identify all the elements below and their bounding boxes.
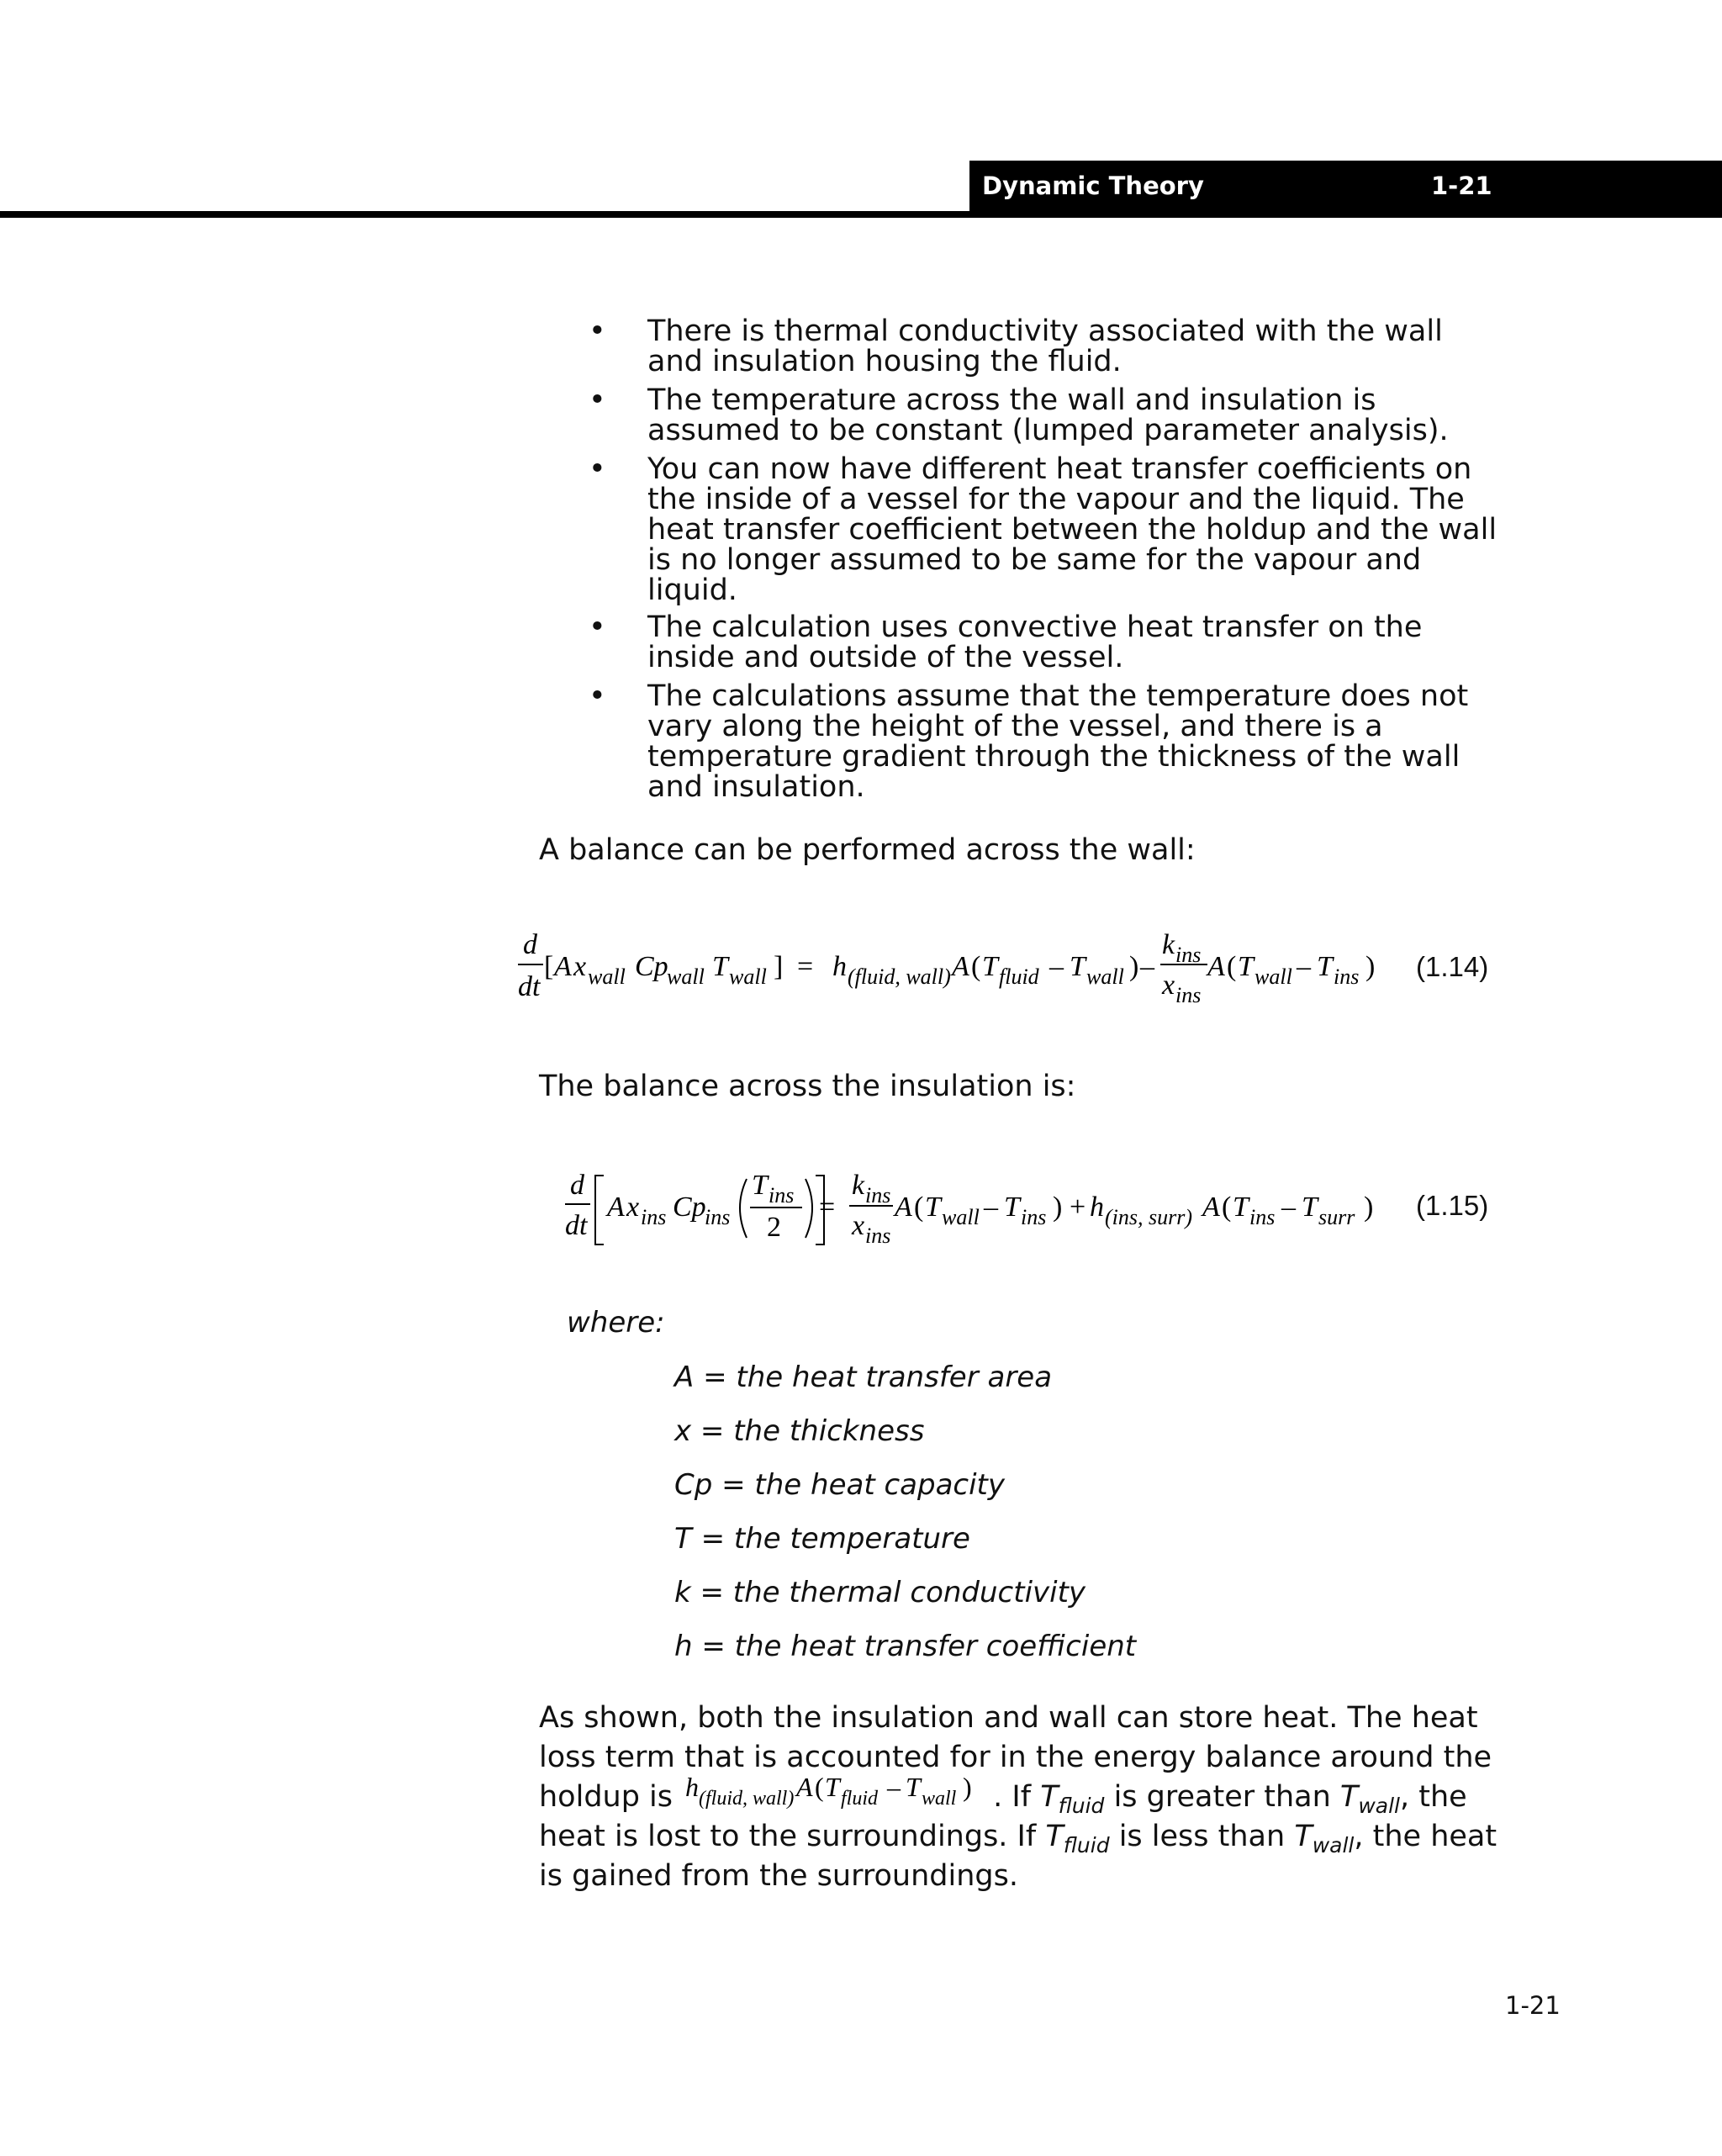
eq-sub-fluid: fluid xyxy=(841,1788,879,1810)
symbol-T: T xyxy=(1040,1780,1059,1814)
eq-paren: ( xyxy=(914,1192,924,1223)
list-item-text: The calculation uses convective heat transfer on the inside and outside of the vessel. xyxy=(647,610,1423,674)
list-item-text: The temperature across the wall and insulation is assumed to be constant (lumped parameter analysis). xyxy=(647,383,1449,447)
eq-sub-wall: wall xyxy=(922,1788,957,1810)
eq-A: A xyxy=(607,1192,625,1223)
eq-T: T xyxy=(906,1772,921,1802)
eq-sub-wall: wall xyxy=(1255,964,1292,989)
paragraph-insulation-balance: The balance across the insulation is: xyxy=(539,1070,1076,1103)
eq-sub-fluid-wall: (fluid, wall) xyxy=(699,1788,795,1810)
eq-paren: ) xyxy=(1365,951,1376,982)
eq-T: T xyxy=(1302,1192,1318,1223)
definition-item: k = the thermal conductivity xyxy=(674,1576,1086,1609)
bullet-icon: • xyxy=(589,383,606,417)
eq-paren: ( xyxy=(971,951,981,982)
eq-x: x xyxy=(852,1210,865,1241)
eq-equals: = xyxy=(797,951,814,982)
eq-two: 2 xyxy=(767,1212,781,1243)
eq-sub-ins: ins xyxy=(1334,964,1360,989)
eq-A: A xyxy=(1207,951,1225,982)
definition-item: A = the heat transfer area xyxy=(674,1361,1053,1394)
eq-sub-wall: wall xyxy=(942,1205,980,1229)
eq-A: A xyxy=(796,1772,813,1802)
eq-T: T xyxy=(1004,1192,1020,1223)
eq-dt: dt xyxy=(565,1210,588,1241)
symbol-sub-fluid: fluid xyxy=(1058,1794,1105,1818)
eq-T: T xyxy=(1070,951,1085,982)
eq-T: T xyxy=(1317,951,1333,982)
eq-k: k xyxy=(852,1170,865,1201)
eq-paren: ( xyxy=(1222,1192,1232,1223)
definition-item: T = the temperature xyxy=(674,1522,970,1556)
eq-sub-wall: wall xyxy=(667,964,705,989)
eq-T: T xyxy=(925,1192,941,1223)
eq-sub-ins: ins xyxy=(1021,1205,1047,1229)
eq-minus: – xyxy=(1281,1192,1296,1223)
eq-A: A xyxy=(895,1192,912,1223)
closing-line: loss term that is accounted for in the energy balance around the xyxy=(539,1741,1492,1774)
eq-A: A xyxy=(1202,1192,1220,1223)
eq-Cp: Cp xyxy=(635,951,668,982)
definition-item: h = the heat transfer coefficient xyxy=(674,1630,1137,1663)
eq-sub-wall: wall xyxy=(729,964,767,989)
section-title: Dynamic Theory xyxy=(982,172,1204,200)
closing-line: is gained from the surroundings. xyxy=(539,1859,1018,1893)
eq-sub-fluid: fluid xyxy=(999,964,1039,989)
eq-minus: – xyxy=(1297,951,1311,982)
eq-T: T xyxy=(825,1772,840,1802)
eq-sub-surr: surr xyxy=(1318,1205,1355,1229)
eq-T: T xyxy=(752,1170,768,1201)
closing-text: is greater than xyxy=(1113,1780,1331,1814)
header-page-number: 1-21 xyxy=(1431,172,1492,200)
eq-sub-wall: wall xyxy=(1086,964,1124,989)
eq-h: h xyxy=(1090,1192,1104,1223)
eq-sub-ins: ins xyxy=(865,1183,891,1207)
definition-item: x = the thickness xyxy=(674,1414,925,1448)
eq-x: x xyxy=(573,951,587,982)
eq-T: T xyxy=(982,951,998,982)
paragraph-wall-balance: A balance can be performed across the wall: xyxy=(539,833,1196,867)
eq-paren: ) xyxy=(1129,951,1139,982)
eq-minus: – xyxy=(1049,951,1064,982)
bullet-icon: • xyxy=(589,679,606,713)
eq-x: x xyxy=(1162,970,1175,1001)
bullet-icon: • xyxy=(589,452,606,486)
eq-minus: – xyxy=(887,1772,901,1802)
eq-sub-wall: wall xyxy=(588,964,626,989)
eq-T: T xyxy=(1233,1192,1249,1223)
eq-minus: – xyxy=(984,1192,998,1223)
eq-h: h xyxy=(685,1772,700,1802)
closing-text: is less than xyxy=(1118,1820,1286,1853)
bullet-icon: • xyxy=(589,314,606,348)
eq-sub-ins: ins xyxy=(641,1205,667,1229)
eq-dt: dt xyxy=(518,971,541,1002)
eq-A: A xyxy=(554,951,572,982)
symbol-T: T xyxy=(1294,1820,1313,1853)
closing-text: , the xyxy=(1399,1780,1467,1814)
eq-Cp: Cp xyxy=(673,1192,706,1223)
equation-number: (1.15) xyxy=(1416,1190,1489,1221)
eq-sub-fluid-wall: (fluid, wall) xyxy=(848,964,951,989)
eq-sub-ins: ins xyxy=(705,1205,731,1229)
equation-number: (1.14) xyxy=(1416,951,1489,982)
eq-paren: ) xyxy=(963,1772,972,1802)
eq-equals: = xyxy=(819,1192,836,1223)
list-item-text: The calculations assume that the temperature does not vary along the height of the vessel, and there is a temperature gradient through the thickness of the wall and insulation. xyxy=(647,679,1469,804)
list-item-text: There is thermal conductivity associated with the wall and insulation housing the fluid. xyxy=(647,314,1443,378)
closing-text: , the heat xyxy=(1354,1820,1498,1853)
eq-T: T xyxy=(1238,951,1254,982)
symbol-sub-wall: wall xyxy=(1312,1833,1355,1857)
eq-h: h xyxy=(832,951,847,982)
eq-sub-ins: ins xyxy=(769,1183,795,1207)
eq-sub-ins-surr: (ins, surr) xyxy=(1105,1205,1193,1229)
eq-minus: – xyxy=(1140,951,1154,982)
symbol-sub-fluid: fluid xyxy=(1063,1833,1110,1857)
equation-1-15 xyxy=(555,1160,1413,1261)
eq-d: d xyxy=(523,929,537,960)
symbol-T: T xyxy=(1045,1820,1064,1853)
eq-paren: ( xyxy=(1227,951,1237,982)
inline-formula xyxy=(682,1772,993,1815)
eq-bracket: ] xyxy=(774,951,784,982)
closing-text: . If xyxy=(993,1780,1032,1814)
symbol-sub-wall: wall xyxy=(1358,1794,1400,1818)
closing-line: As shown, both the insulation and wall can store heat. The heat xyxy=(539,1701,1478,1735)
list-item-text: You can now have different heat transfer coefficients on the inside of a vessel for the vapour and the liquid. The heat transfer coefficient between the holdup and the wall is no longer assumed to be same for the vapour and liquid. xyxy=(647,452,1498,607)
eq-paren: ) xyxy=(1364,1192,1374,1223)
eq-k: k xyxy=(1162,929,1175,960)
eq-sub-ins: ins xyxy=(865,1223,891,1248)
eq-sub-ins: ins xyxy=(1175,983,1202,1007)
eq-paren: ) xyxy=(1053,1192,1063,1223)
where-label: where: xyxy=(567,1306,665,1340)
equation-1-14 xyxy=(504,925,1396,1017)
eq-T: T xyxy=(712,951,728,982)
eq-d: d xyxy=(570,1170,584,1201)
eq-sub-ins: ins xyxy=(1249,1205,1276,1229)
eq-bracket: [ xyxy=(544,951,554,982)
eq-plus: + xyxy=(1070,1192,1086,1223)
eq-x: x xyxy=(626,1192,640,1223)
closing-text: holdup is xyxy=(539,1780,673,1814)
eq-sub-ins: ins xyxy=(1175,943,1202,967)
eq-paren: ( xyxy=(815,1772,824,1802)
bullet-icon: • xyxy=(589,610,606,644)
closing-text: heat is lost to the surroundings. If xyxy=(539,1820,1037,1853)
definition-item: Cp = the heat capacity xyxy=(674,1468,1006,1502)
footer-page-number: 1-21 xyxy=(1505,1991,1561,2020)
symbol-T: T xyxy=(1339,1780,1359,1814)
eq-A: A xyxy=(952,951,969,982)
